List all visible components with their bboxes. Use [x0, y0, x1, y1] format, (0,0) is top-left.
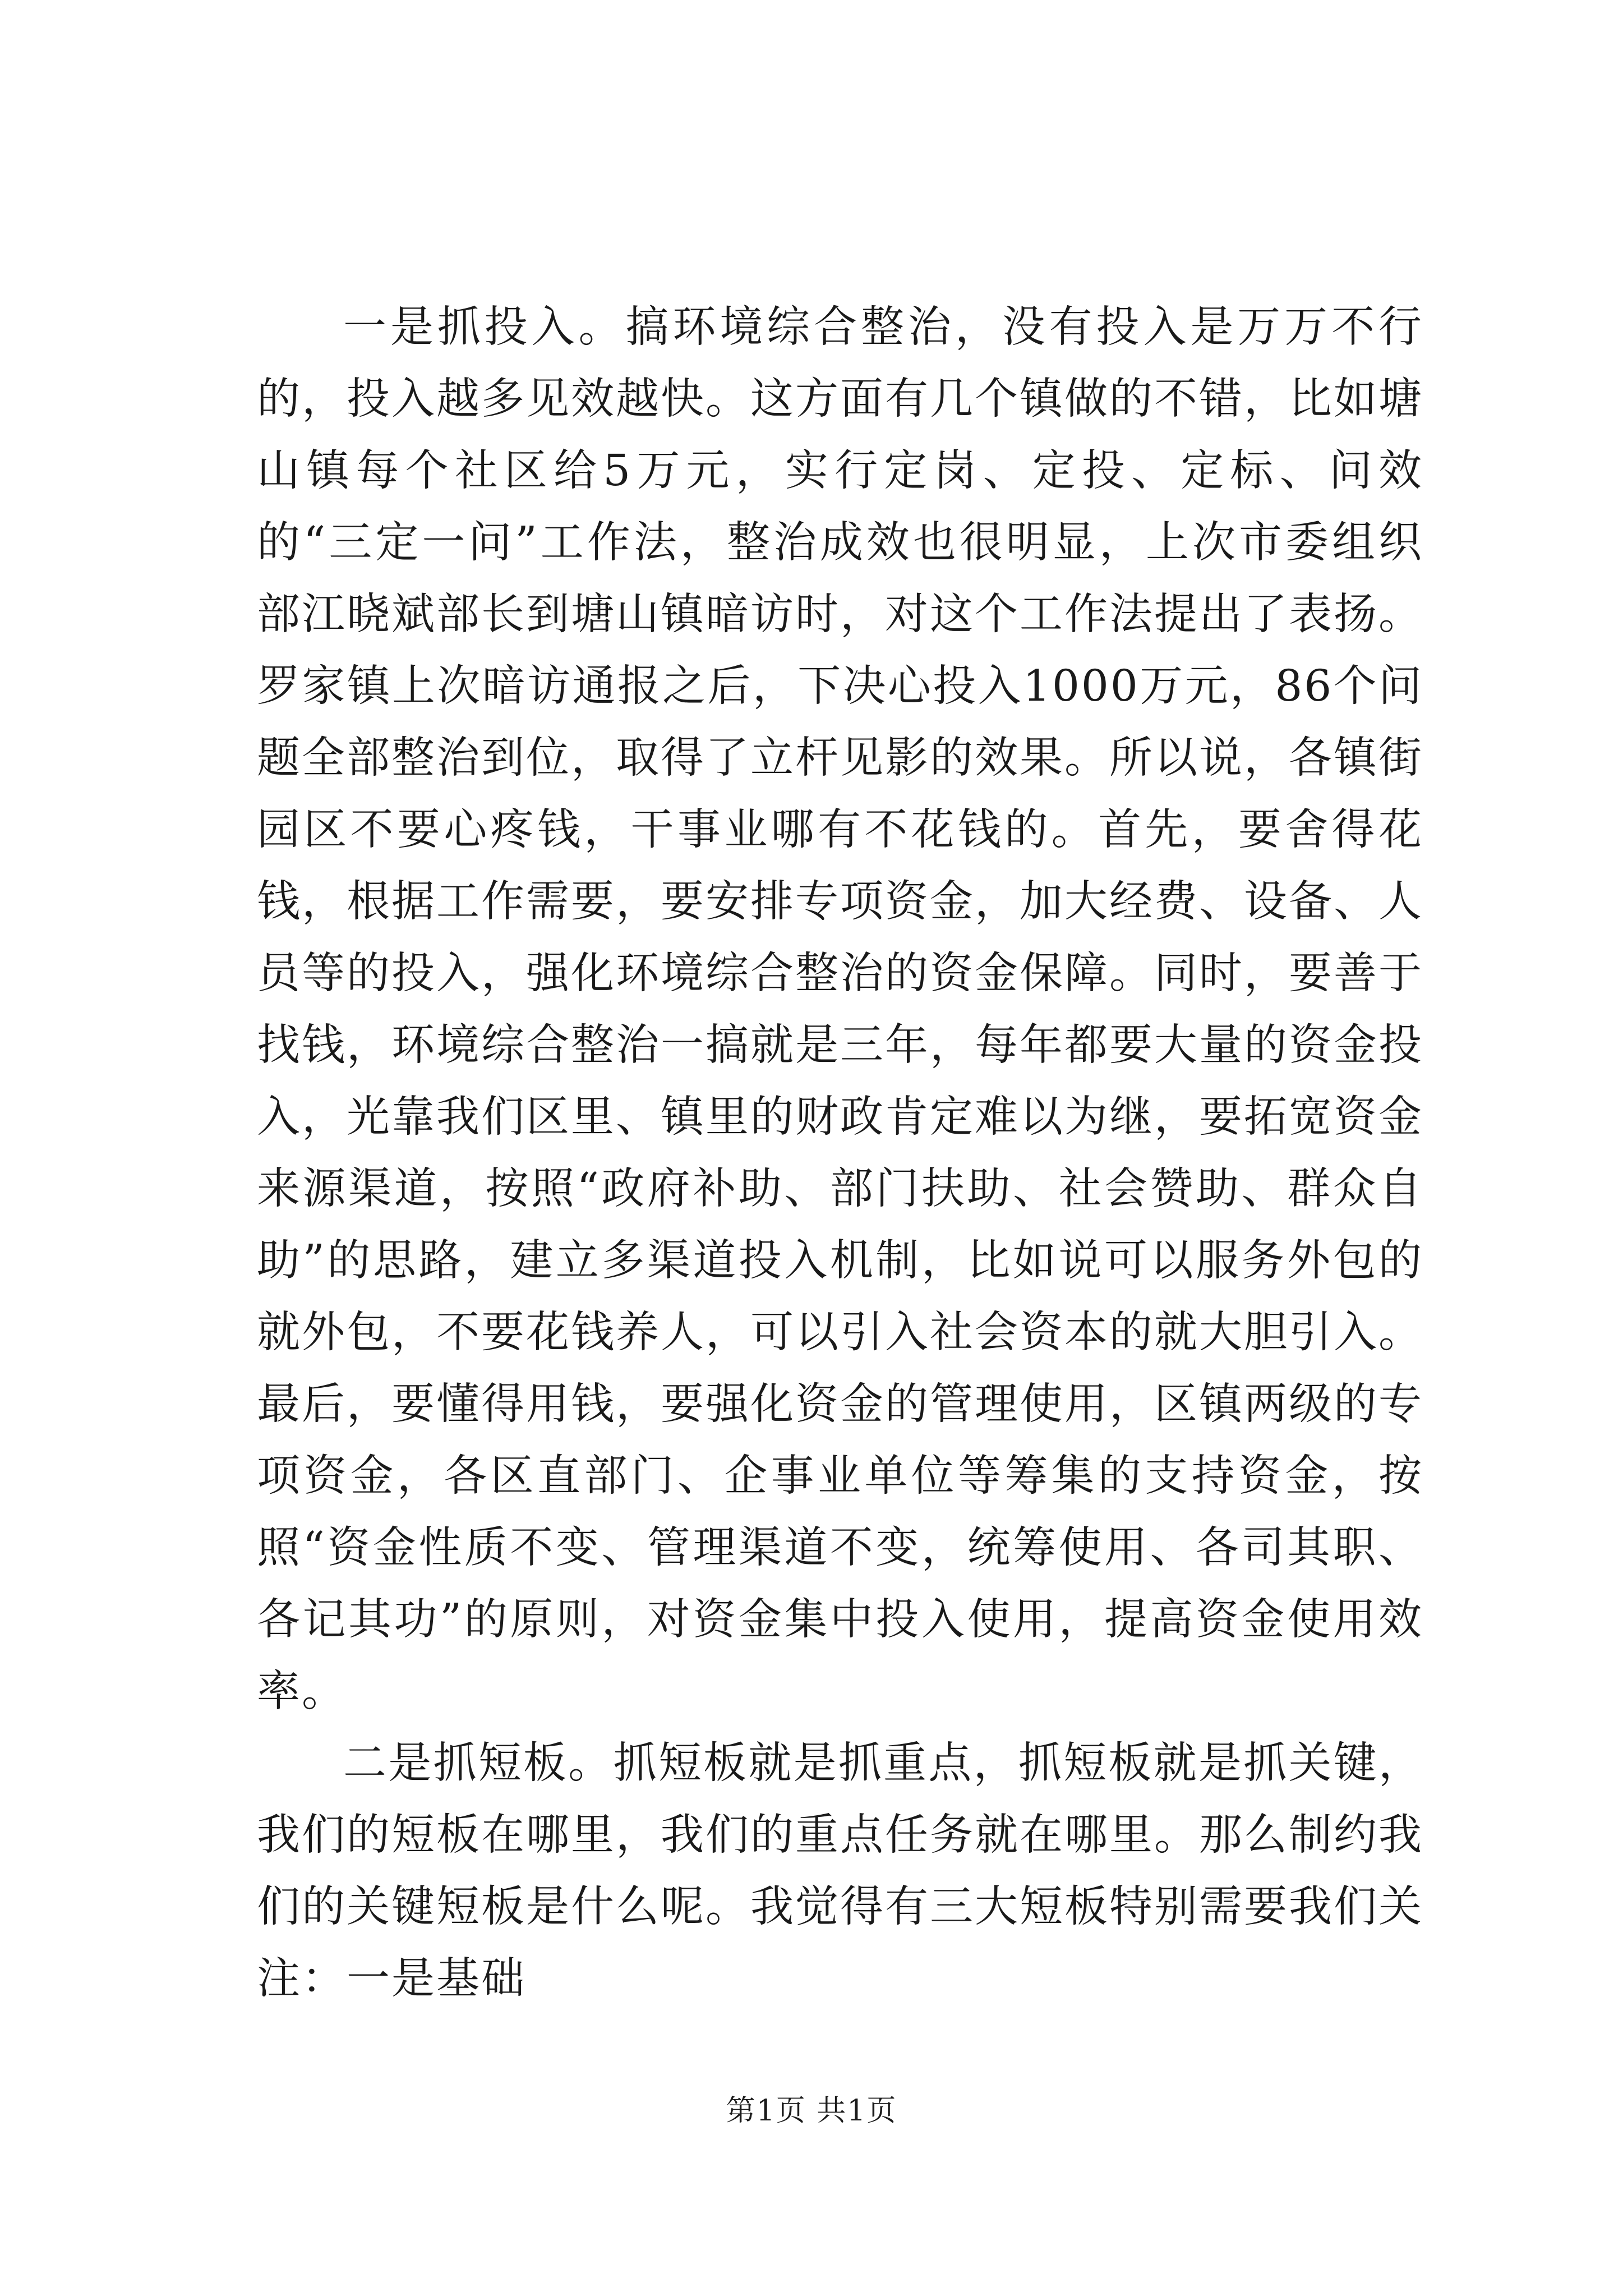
page-footer: 第1页 共1页 — [726, 2094, 897, 2128]
paragraph-investment: 一是抓投入。搞环境综合整治，没有投入是万万不行的，投入越多见效越快。这方面有几个镇做的不错，比如塘山镇每个社区给5万元，实行定岗、定投、定标、问效的“三定一问”工作法，整治成效也很明显，上次市委组织部江晓斌部长到塘山镇暗访时，对这个工作法提出了表扬。罗家镇上次暗访通报之后，下决心投入1000万元，86个问题全部整治到位，取得了立杆见影的效果。所以说，各镇街园区不要心疼钱，干事业哪有不花钱的。首先，要舍得花钱，根据工作需要，要安排专项资金，加大经费、设备、人员等的投入，强化环境综合整治的资金保障。同时，要善于找钱，环境综合整治一搞就是三年，每年都要大量的资金投入，光靠我们区里、镇里的财政肯定难以为继，要拓宽资金来源渠道，按照“政府补助、部门扶助、社会赞助、群众自助”的思路，建立多渠道投入机制，比如说可以服务外包的就外包，不要花钱养人，可以引入社会资本的就大胆引入。最后，要懂得用钱，要强化资金的管理使用，区镇两级的专项资金，各区直部门、企事业单位等筹集的支持资金，按照“资金性质不变、管理渠道不变，统筹使用、各司其职、各记其功”的原则，对资金集中投入使用，提高资金使用效率。 — [257, 302, 1423, 1717]
document-body — [257, 292, 1423, 2015]
paragraph-shortboard: 二是抓短板。抓短板就是抓重点，抓短板就是抓关键，我们的短板在哪里，我们的重点任务就在哪里。那么制约我们的关键短板是什么呢。我觉得有三大短板特别需要我们关注：一是基础 — [257, 1738, 1423, 2004]
